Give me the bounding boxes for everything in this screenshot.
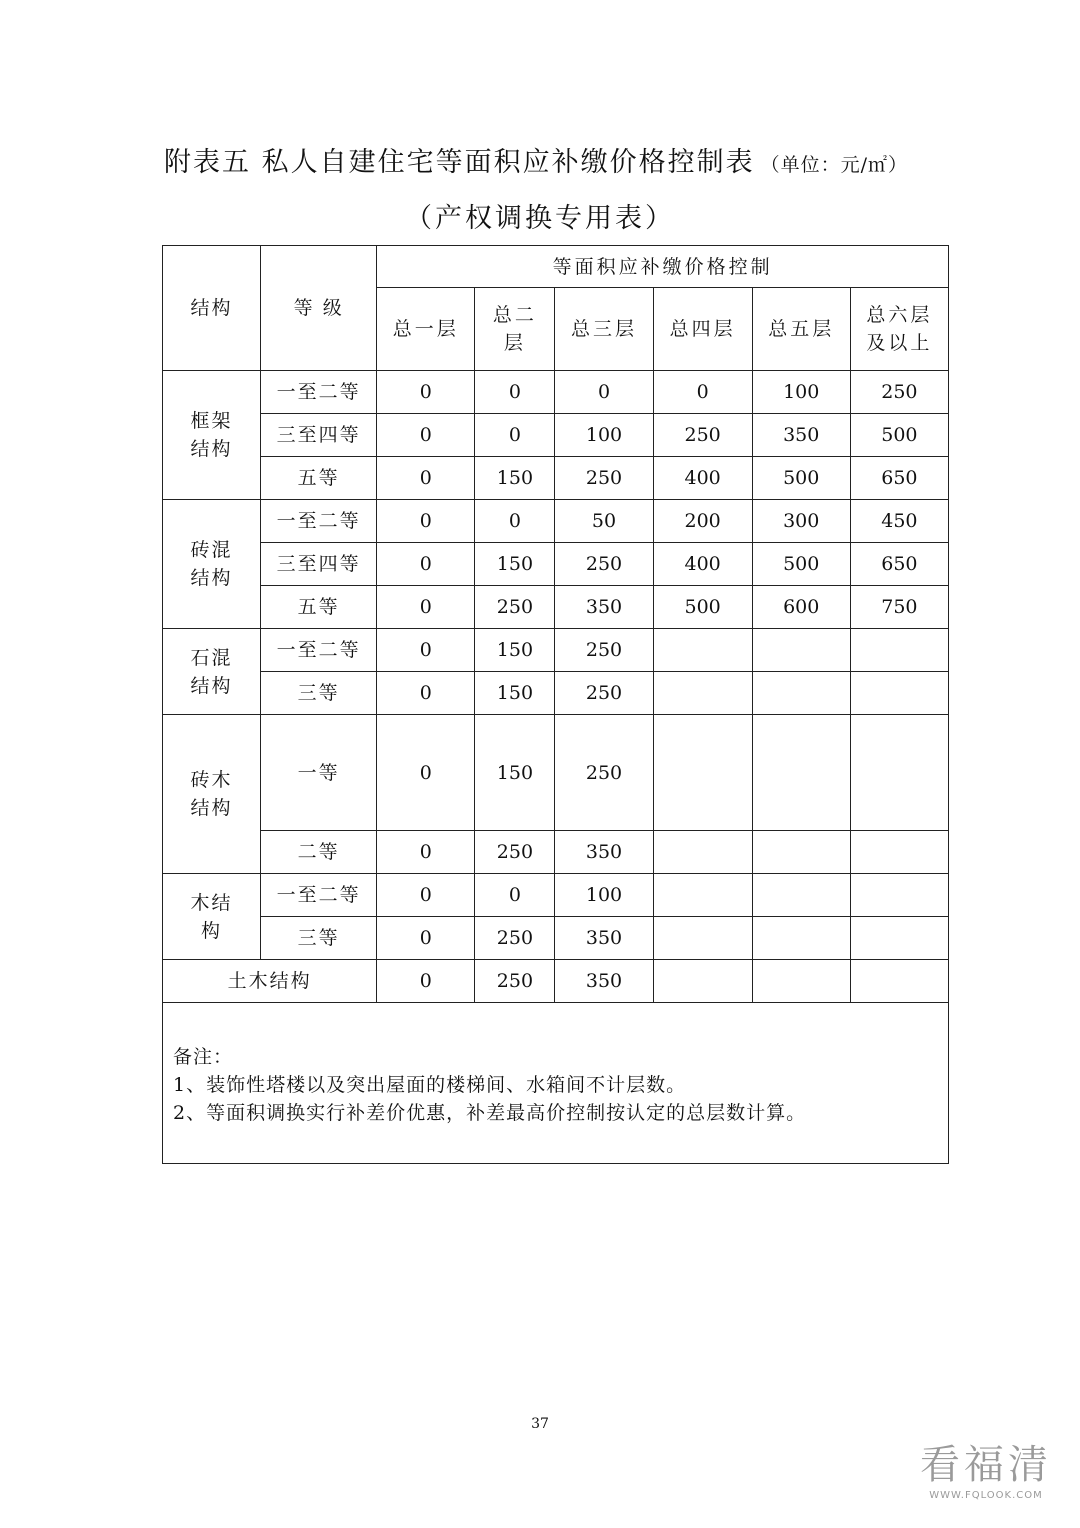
price-cell — [752, 672, 850, 715]
price-cell: 0 — [555, 371, 653, 414]
price-cell: 500 — [752, 457, 850, 500]
price-cell: 0 — [475, 500, 555, 543]
price-cell: 650 — [850, 543, 948, 586]
price-cell — [653, 960, 752, 1003]
grade-cell: 一至二等 — [261, 629, 377, 672]
header-floor-5: 总五层 — [752, 288, 850, 371]
price-cell — [752, 874, 850, 917]
grade-cell: 三至四等 — [261, 414, 377, 457]
table-row — [163, 715, 949, 831]
price-cell: 150 — [475, 457, 555, 500]
page-number: 37 — [531, 1416, 549, 1432]
notes-row — [163, 1003, 949, 1164]
price-cell: 0 — [377, 715, 475, 831]
price-cell — [850, 917, 948, 960]
price-cell — [752, 715, 850, 831]
price-cell: 500 — [850, 414, 948, 457]
header-grade: 等 级 — [261, 246, 377, 371]
price-cell: 750 — [850, 586, 948, 629]
table-row — [163, 874, 949, 917]
price-cell: 150 — [475, 629, 555, 672]
price-cell: 350 — [555, 586, 653, 629]
price-cell: 350 — [555, 831, 653, 874]
price-cell — [752, 917, 850, 960]
price-cell — [850, 874, 948, 917]
price-cell: 250 — [555, 715, 653, 831]
structure-cell: 砖木结构 — [163, 715, 261, 874]
price-cell — [752, 960, 850, 1003]
price-cell: 250 — [475, 831, 555, 874]
header-floor-3: 总三层 — [555, 288, 653, 371]
table-row — [163, 831, 949, 874]
price-cell: 400 — [653, 543, 752, 586]
header-floor-6: 总六层及以上 — [850, 288, 948, 371]
price-cell — [653, 874, 752, 917]
price-cell — [752, 831, 850, 874]
price-cell — [850, 715, 948, 831]
price-cell — [653, 672, 752, 715]
table-row — [163, 500, 949, 543]
table-row — [163, 629, 949, 672]
grade-cell: 三至四等 — [261, 543, 377, 586]
price-cell — [653, 715, 752, 831]
price-cell: 150 — [475, 715, 555, 831]
structure-cell: 框架结构 — [163, 371, 261, 500]
grade-cell: 三等 — [261, 917, 377, 960]
grade-cell: 一等 — [261, 715, 377, 831]
price-cell: 350 — [555, 917, 653, 960]
price-cell: 0 — [377, 629, 475, 672]
watermark-logo — [916, 1440, 1056, 1501]
note-line: 1、装饰性塔楼以及突出屋面的楼梯间、水箱间不计层数。 — [173, 1074, 687, 1096]
structure-cell: 土木结构 — [163, 960, 377, 1003]
table-row — [163, 414, 949, 457]
price-cell — [850, 672, 948, 715]
header-floor-1: 总一层 — [377, 288, 475, 371]
header-floor-4: 总四层 — [653, 288, 752, 371]
price-control-table — [162, 245, 949, 1164]
title-main: 附表五 私人自建住宅等面积应补缴价格控制表 — [164, 147, 755, 178]
grade-cell: 一至二等 — [261, 371, 377, 414]
structure-cell: 木结构 — [163, 874, 261, 960]
price-cell: 500 — [752, 543, 850, 586]
price-cell: 450 — [850, 500, 948, 543]
table-row — [163, 371, 949, 414]
table-row — [163, 672, 949, 715]
table-row — [163, 543, 949, 586]
price-cell: 100 — [555, 874, 653, 917]
grade-cell: 二等 — [261, 831, 377, 874]
price-cell: 0 — [653, 371, 752, 414]
title-unit: （单位：元/㎡） — [760, 154, 908, 176]
price-cell: 0 — [377, 960, 475, 1003]
price-cell: 150 — [475, 672, 555, 715]
price-cell: 50 — [555, 500, 653, 543]
price-cell: 250 — [475, 960, 555, 1003]
grade-cell: 三等 — [261, 672, 377, 715]
price-cell: 250 — [850, 371, 948, 414]
price-cell: 0 — [377, 917, 475, 960]
price-cell: 600 — [752, 586, 850, 629]
price-cell: 150 — [475, 543, 555, 586]
header-row-1 — [163, 246, 949, 288]
price-cell: 0 — [377, 500, 475, 543]
structure-cell: 砖混结构 — [163, 500, 261, 629]
price-cell: 0 — [377, 586, 475, 629]
price-cell: 250 — [555, 672, 653, 715]
price-cell — [653, 831, 752, 874]
price-cell: 500 — [653, 586, 752, 629]
price-cell — [653, 917, 752, 960]
structure-cell: 石混结构 — [163, 629, 261, 715]
price-cell: 0 — [377, 874, 475, 917]
table-row — [163, 917, 949, 960]
price-cell: 0 — [377, 457, 475, 500]
price-cell — [850, 629, 948, 672]
price-cell: 0 — [377, 414, 475, 457]
table-row — [163, 457, 949, 500]
note-line: 2、等面积调换实行补差价优惠，补差最高价控制按认定的总层数计算。 — [173, 1102, 807, 1124]
table-row — [163, 960, 949, 1003]
grade-cell: 五等 — [261, 586, 377, 629]
price-cell — [850, 960, 948, 1003]
price-cell — [653, 629, 752, 672]
watermark-text: 看福清 — [920, 1442, 1052, 1488]
price-cell: 250 — [555, 543, 653, 586]
notes-cell — [163, 1003, 949, 1164]
table-title — [164, 140, 964, 179]
price-cell: 300 — [752, 500, 850, 543]
notes-label: 备注： — [173, 1046, 234, 1068]
price-cell: 400 — [653, 457, 752, 500]
table-subtitle: （产权调换专用表） — [405, 203, 675, 234]
grade-cell: 五等 — [261, 457, 377, 500]
header-price-group: 等面积应补缴价格控制 — [377, 246, 949, 288]
header-floor-2: 总二层 — [475, 288, 555, 371]
grade-cell: 一至二等 — [261, 874, 377, 917]
price-cell: 650 — [850, 457, 948, 500]
price-cell: 0 — [475, 874, 555, 917]
price-cell: 0 — [475, 371, 555, 414]
table-row — [163, 586, 949, 629]
price-cell: 250 — [475, 917, 555, 960]
price-cell: 250 — [475, 586, 555, 629]
price-cell: 0 — [377, 672, 475, 715]
price-cell: 0 — [377, 831, 475, 874]
watermark-url: WWW.FQLOOK.COM — [929, 1490, 1043, 1501]
price-cell: 250 — [555, 629, 653, 672]
price-cell: 100 — [752, 371, 850, 414]
header-structure: 结构 — [163, 246, 261, 371]
price-cell — [752, 629, 850, 672]
price-cell: 350 — [752, 414, 850, 457]
price-cell: 200 — [653, 500, 752, 543]
price-cell: 100 — [555, 414, 653, 457]
price-cell: 0 — [475, 414, 555, 457]
price-cell: 250 — [653, 414, 752, 457]
price-cell: 250 — [555, 457, 653, 500]
price-cell: 0 — [377, 543, 475, 586]
grade-cell: 一至二等 — [261, 500, 377, 543]
price-cell: 350 — [555, 960, 653, 1003]
price-cell — [850, 831, 948, 874]
price-cell: 0 — [377, 371, 475, 414]
